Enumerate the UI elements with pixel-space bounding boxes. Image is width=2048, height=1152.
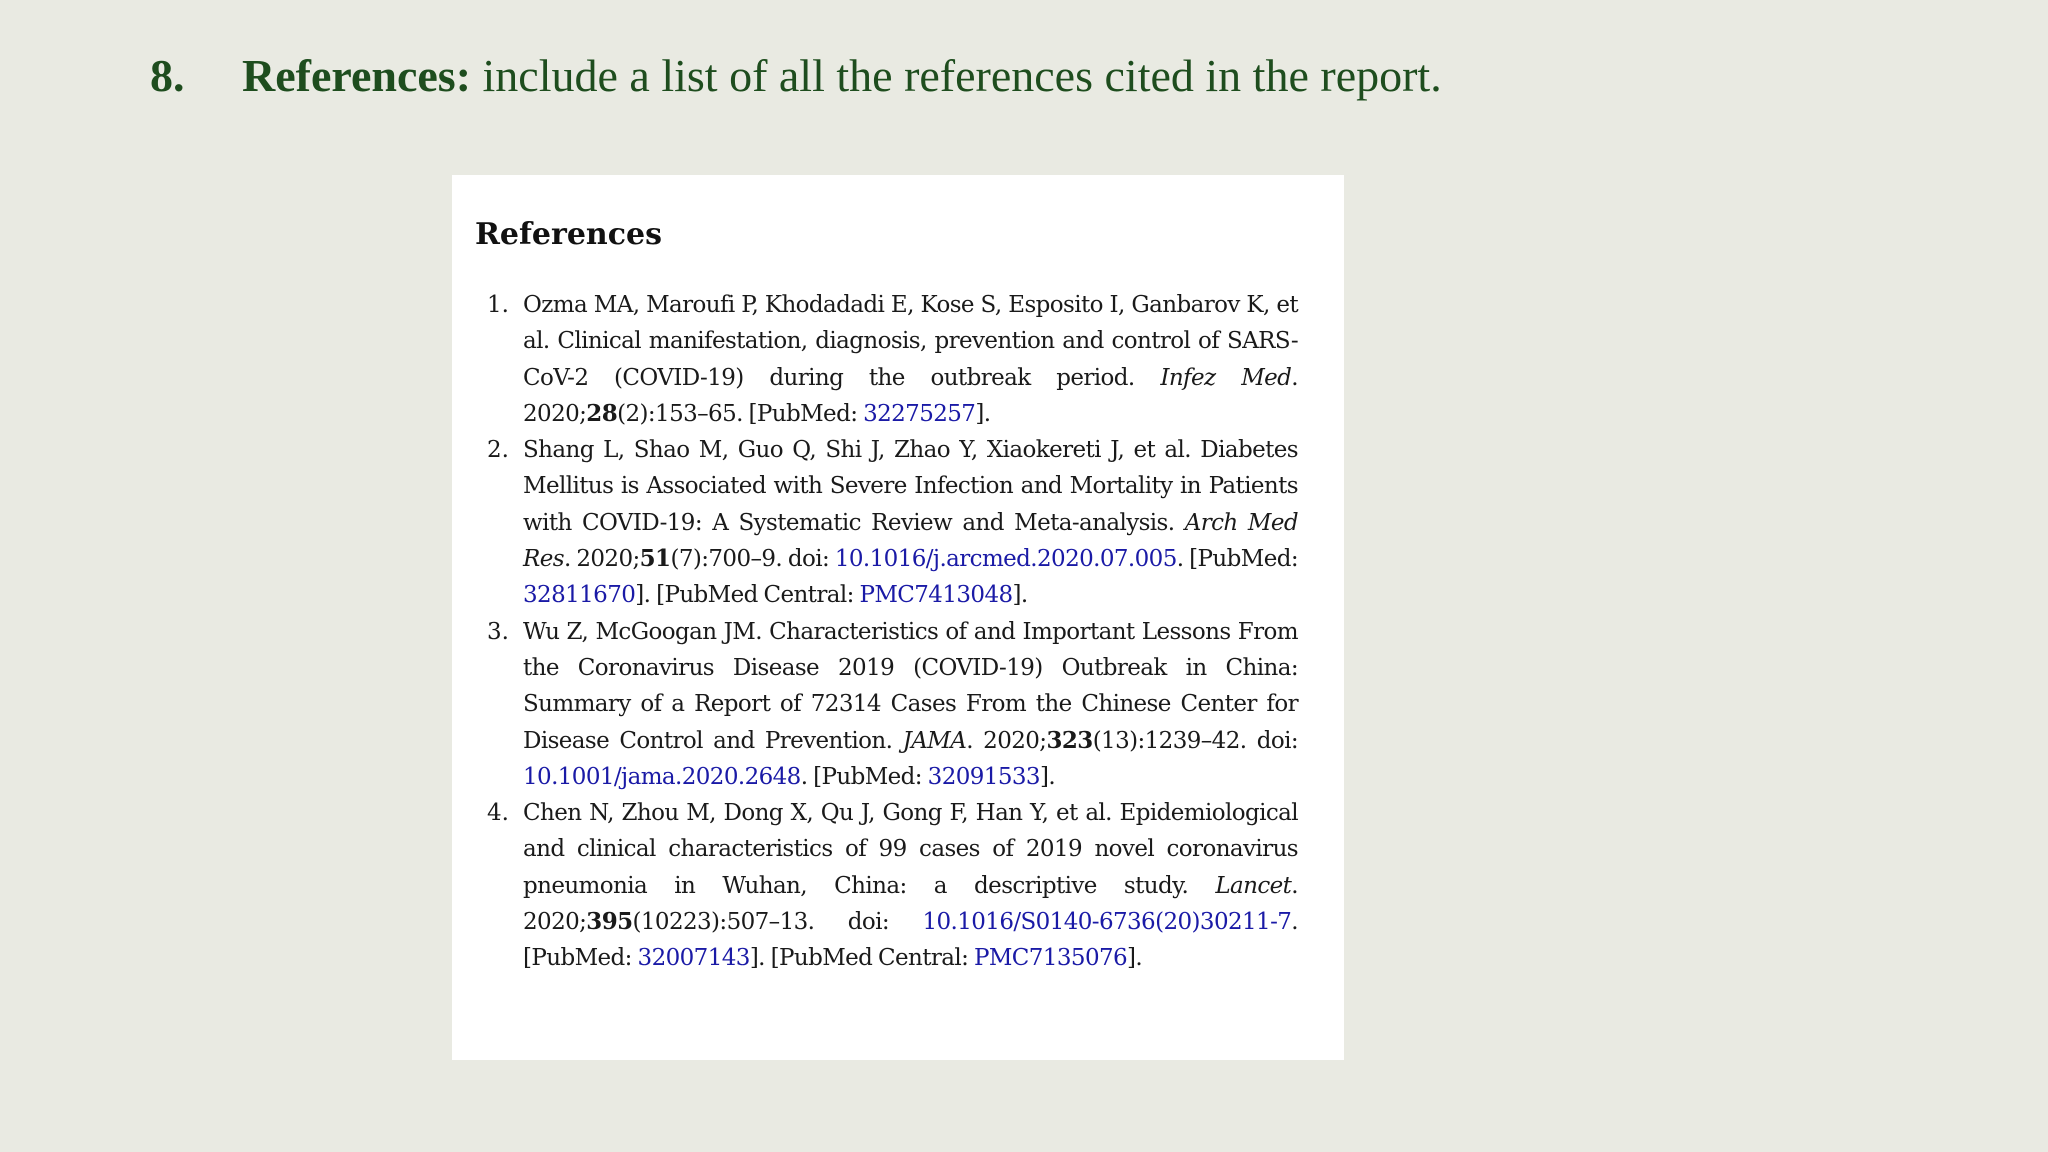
reference-text	[523, 614, 1298, 795]
reference-pages: (13):1239–42. doi:	[1092, 727, 1298, 754]
reference-item	[475, 614, 1298, 795]
reference-number: 4.	[487, 800, 509, 827]
reference-year: . 2020;	[523, 872, 1298, 936]
reference-text	[523, 432, 1298, 613]
reference-volume: 51	[639, 545, 671, 573]
reference-pmc-label: ]. [PubMed Central:	[635, 582, 860, 609]
reference-tail: ].	[975, 400, 991, 427]
reference-number: 3.	[487, 618, 509, 645]
reference-tail: ].	[1012, 582, 1028, 609]
reference-year: . 2020;	[966, 727, 1047, 754]
reference-authors: Ozma MA, Maroufi P, Khodadadi E, Kose S, Esposito I, Ganbarov K, et al. Clinical manifestation, diagnosis, prevention and control of SARS-CoV-2 (COVID-19) during the outbreak period.	[523, 292, 1298, 391]
reference-number: 2.	[487, 437, 509, 464]
reference-pages: (2):153–65. [PubMed:	[617, 400, 864, 427]
reference-pmc-label: ]. [PubMed Central:	[749, 945, 974, 972]
doi-link[interactable]: 10.1016/S0140-6736(20)30211-7	[922, 909, 1292, 936]
heading-number: 8.	[150, 50, 185, 101]
heading-text: include a list of all the references cited in the report.	[471, 50, 1442, 101]
reference-authors: Shang L, Shao M, Guo Q, Shi J, Zhao Y, Xiaokereti J, et al. Diabetes Mellitus is Associated with Severe Infection and Mortality in Patients with COVID-19: A Systematic Review and Meta-analysis.	[523, 437, 1298, 536]
reference-mid: . [PubMed:	[800, 763, 928, 790]
slide-heading	[150, 46, 1442, 106]
reference-pages: (7):700–9. doi:	[670, 546, 835, 573]
pmc-link[interactable]: PMC7135076	[973, 945, 1128, 972]
reference-year: . 2020;	[563, 546, 640, 573]
reference-volume: 28	[586, 399, 618, 427]
pubmed-link[interactable]: 32275257	[863, 400, 976, 427]
reference-mid: . [PubMed:	[523, 909, 1298, 972]
reference-text	[523, 795, 1298, 976]
reference-authors: Wu Z, McGoogan JM. Characteristics of and Important Lessons From the Coronavirus Disease 2019 (COVID-19) Outbreak in China: Summary of a Report of 72314 Cases From the Chinese Center for Disease Control and Prevention.	[523, 618, 1298, 754]
reference-journal: Arch Med Res	[523, 509, 1298, 573]
references-list	[475, 287, 1298, 977]
reference-journal: Infez Med	[1160, 364, 1292, 391]
references-title: References	[475, 217, 662, 252]
reference-journal: JAMA	[902, 727, 967, 754]
reference-tail: ].	[1127, 945, 1143, 972]
pubmed-link[interactable]: 32007143	[637, 945, 750, 972]
reference-volume: 395	[586, 908, 633, 936]
reference-tail: ].	[1039, 763, 1056, 790]
reference-authors: Chen N, Zhou M, Dong X, Qu J, Gong F, Han Y, et al. Epidemiological and clinical characteristics of 99 cases of 2019 novel coronavirus pneumonia in Wuhan, China: a descriptive study.	[523, 800, 1298, 899]
reference-year: . 2020;	[523, 364, 1298, 427]
doi-link[interactable]: 10.1001/jama.2020.2648	[523, 763, 801, 790]
pmc-link[interactable]: PMC7413048	[859, 582, 1013, 609]
pubmed-link[interactable]: 32811670	[523, 582, 636, 609]
reference-number: 1.	[487, 292, 509, 318]
reference-volume: 323	[1046, 726, 1093, 754]
pubmed-link[interactable]: 32091533	[927, 763, 1040, 790]
reference-text	[523, 287, 1298, 432]
doi-link[interactable]: 10.1016/j.arcmed.2020.07.005	[834, 546, 1177, 573]
heading-label: References:	[242, 50, 472, 101]
reference-item	[475, 795, 1298, 976]
reference-item	[475, 432, 1298, 613]
reference-item	[475, 287, 1298, 432]
reference-mid: . [PubMed:	[1176, 546, 1298, 573]
references-card	[452, 175, 1344, 1060]
reference-journal: Lancet	[1215, 872, 1292, 899]
reference-pages: (10223):507–13. doi:	[632, 909, 923, 936]
